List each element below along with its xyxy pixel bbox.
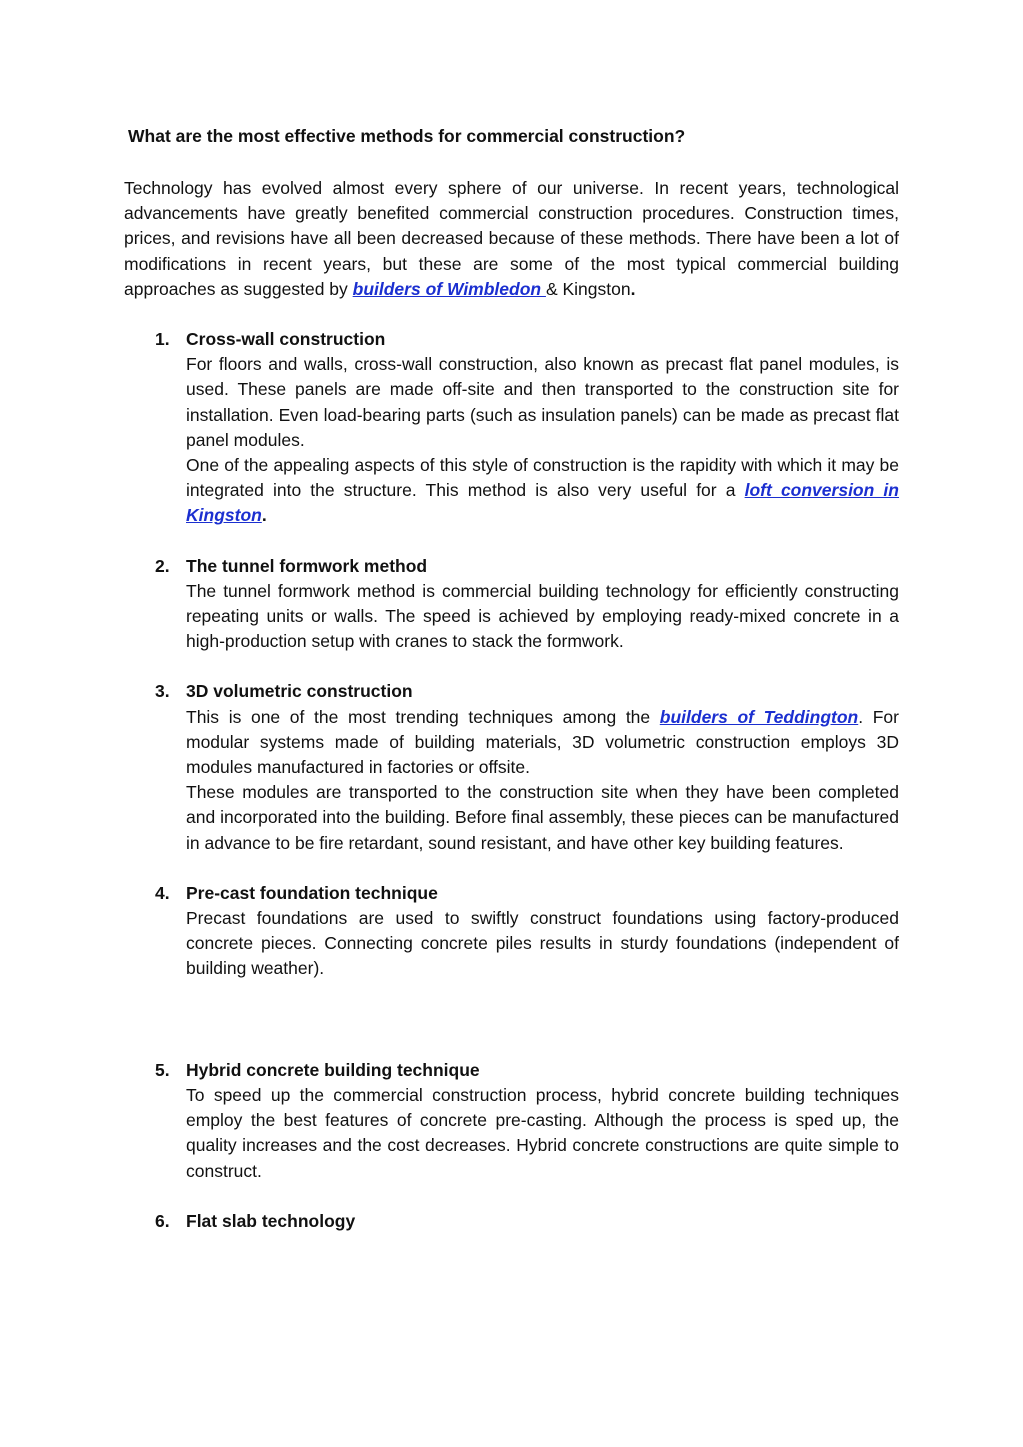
item-number: 1. <box>155 329 170 350</box>
item-text: This is one of the most trending techniques among the <box>186 706 660 727</box>
list-item-3d-volumetric <box>124 679 899 855</box>
item-body: For floors and walls, cross-wall construction, also known as precast flat panel modules, is used. These panels are made off-site and then transported to the construction site for installation. Even load-bearing parts (such as insulation panels) can be made as precast flat panel modules. <box>186 354 899 450</box>
builders-wimbledon-link[interactable]: builders of Wimbledon <box>352 278 546 299</box>
list-item-tunnel-formwork <box>124 554 899 655</box>
item-body: Precast foundations are used to swiftly construct foundations using factory-produced concrete pieces. Connecting concrete piles results in sturdy foundations (independent of building weather). <box>186 908 899 979</box>
intro-text: Technology has evolved almost every sphere of our universe. In recent years, technological advancements have greatly benefited commercial construction procedures. Construction times, prices, and revisions have all been decreased because of these methods. There have been a lot of modifications in recent years, but these are some of the most typical commercial building approaches as suggested by <box>124 178 899 299</box>
item-heading: Flat slab technology <box>186 1210 356 1231</box>
item-body-2 <box>186 453 899 529</box>
intro-paragraph <box>124 176 899 302</box>
item-number: 2. <box>155 555 170 576</box>
item-body: The tunnel formwork method is commercial building technology for efficiently constructing repeating units or walls. The speed is achieved by employing ready-mixed concrete in a high-production setup with cranes to stack the formwork. <box>186 580 899 652</box>
item-body: To speed up the commercial construction process, hybrid concrete building techniques employ the best features of concrete pre-casting. Although the process is sped up, the quality increases and the cost decreases. Hybrid concrete constructions are quite simple to construct. <box>186 1084 899 1181</box>
item-period: . <box>261 505 267 526</box>
builders-teddington-link[interactable]: builders of Teddington <box>659 706 859 727</box>
item-text-after: . For modular systems made of building materials, 3D volumetric construction employs 3D modules manufactured in factories or offsite. <box>186 706 899 778</box>
item-number: 3. <box>155 681 170 702</box>
methods-list <box>124 327 899 1234</box>
item-heading: 3D volumetric construction <box>186 681 413 702</box>
item-body-2: These modules are transported to the construction site when they have been completed and incorporated into the building. Before final assembly, these pieces can be manufactured in advance to be fire retardant, sound resistant, and have other key building features. <box>186 782 899 853</box>
item-number: 5. <box>155 1059 170 1080</box>
item-heading: The tunnel formwork method <box>186 555 428 576</box>
item-heading: Hybrid concrete building technique <box>186 1059 480 1080</box>
list-item-precast-foundation <box>124 881 899 982</box>
page-title: What are the most effective methods for commercial construction? <box>128 126 686 146</box>
list-item-flat-slab <box>124 1209 899 1234</box>
intro-text-after: & Kingston <box>545 278 631 299</box>
list-item-cross-wall <box>124 327 899 529</box>
item-number: 4. <box>155 882 170 903</box>
item-text: One of the appealing aspects of this style of construction is the rapidity with which it may be integrated into the structure. This method is also very useful for a <box>186 455 899 501</box>
loft-conversion-link[interactable]: loft conversion in Kingston <box>186 480 899 526</box>
item-heading: Cross-wall construction <box>186 329 386 350</box>
item-body <box>186 705 899 781</box>
list-item-hybrid-concrete <box>124 1058 899 1184</box>
item-number: 6. <box>155 1210 170 1231</box>
intro-period: . <box>630 278 636 299</box>
item-heading: Pre-cast foundation technique <box>186 882 438 903</box>
